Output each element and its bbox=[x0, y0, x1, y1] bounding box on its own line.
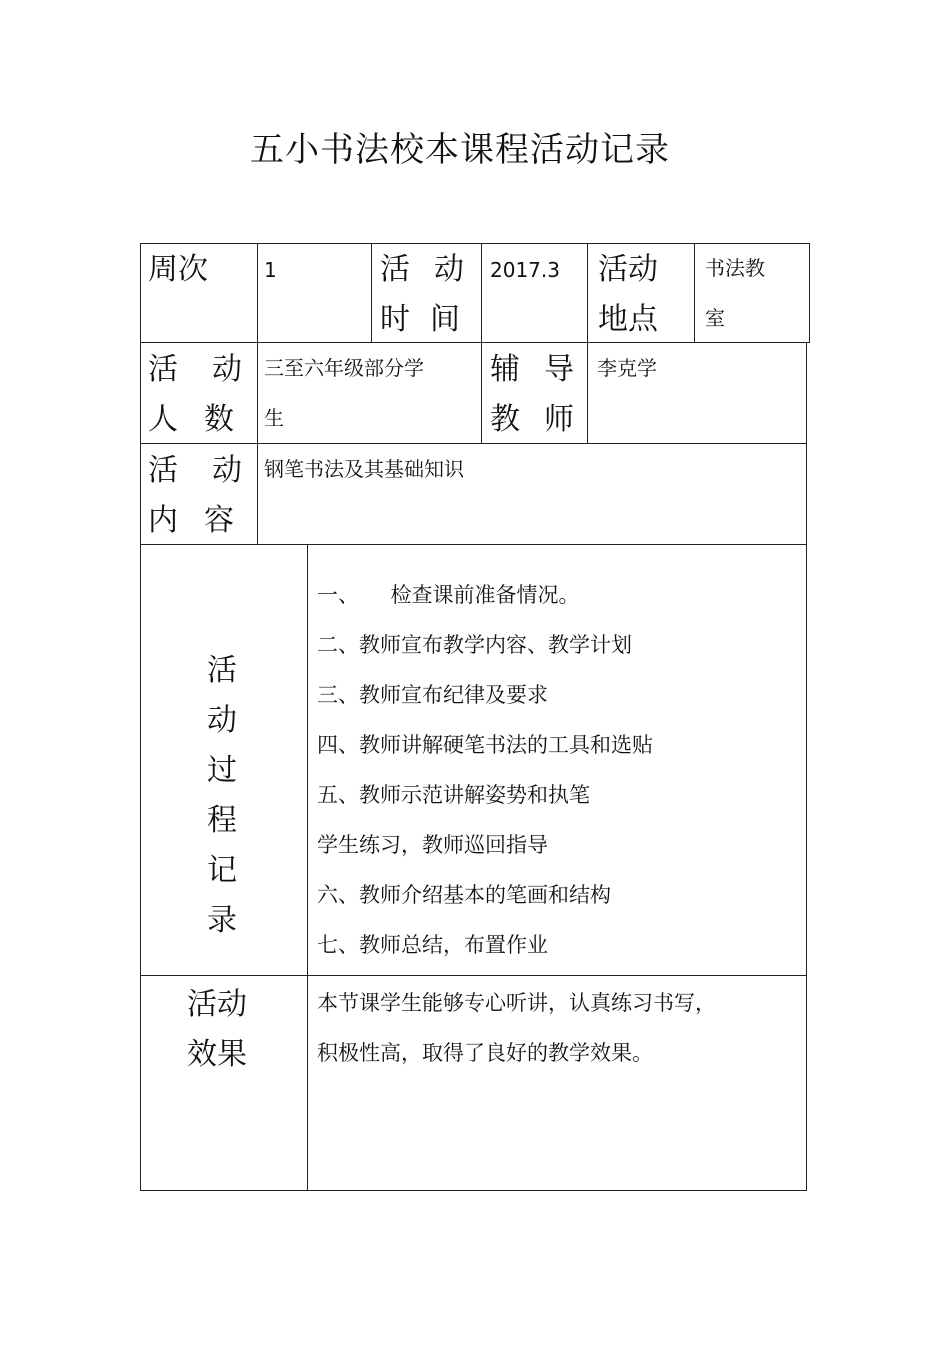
instructor-value: 李克学 bbox=[597, 356, 657, 380]
col-divider-c bbox=[481, 243, 482, 444]
participant-count-label: 活 动 人 数 bbox=[148, 352, 242, 437]
week-label: 周次 bbox=[148, 252, 208, 287]
participant-count-value: 三至六年级部分学 生 bbox=[264, 356, 424, 430]
activity-effect-label: 活动 效果 bbox=[187, 987, 247, 1072]
col-divider-e bbox=[694, 243, 695, 343]
list-item: 四、教师讲解硬笔书法的工具和选贴 bbox=[317, 733, 653, 757]
table-border-bottom bbox=[140, 1190, 807, 1191]
row-divider-4 bbox=[140, 975, 807, 976]
activity-effect-text: 本节课学生能够专心听讲，认真练习书写， 积极性高，取得了良好的教学效果。 bbox=[317, 991, 716, 1065]
document-title: 五小书法校本课程活动记录 bbox=[250, 130, 670, 170]
col-divider-f bbox=[307, 544, 308, 1191]
activity-place-label: 活动 地点 bbox=[598, 252, 658, 337]
activity-time-label: 活 动 时 间 bbox=[380, 252, 464, 337]
activity-time-value: 2017.3 bbox=[490, 258, 560, 282]
list-item: 七、教师总结，布置作业 bbox=[317, 933, 548, 957]
col-divider-d bbox=[587, 243, 588, 444]
week-value: 1 bbox=[264, 258, 277, 282]
col-divider-a bbox=[257, 243, 258, 545]
activity-content-value: 钢笔书法及其基础知识 bbox=[264, 457, 464, 481]
list-item: 六、教师介绍基本的笔画和结构 bbox=[317, 883, 611, 907]
activity-content-label: 活 动 内 容 bbox=[148, 453, 242, 538]
activity-record-table bbox=[140, 243, 810, 1193]
col-divider-b bbox=[371, 243, 372, 343]
process-record-label: 活 动 过 程 记 录 bbox=[207, 653, 237, 938]
instructor-label: 辅 导 教 师 bbox=[490, 352, 574, 437]
list-item: 一、 检查课前准备情况。 bbox=[317, 583, 580, 607]
activity-place-value: 书法教 室 bbox=[705, 256, 765, 330]
table-border-right-row1 bbox=[809, 243, 810, 343]
list-item: 五、教师示范讲解姿势和执笔 bbox=[317, 783, 590, 807]
list-item: 三、教师宣布纪律及要求 bbox=[317, 683, 548, 707]
process-record-list bbox=[317, 570, 653, 970]
list-item: 二、教师宣布教学内容、教学计划 bbox=[317, 633, 632, 657]
list-item: 学生练习，教师巡回指导 bbox=[317, 833, 548, 857]
table-border-right bbox=[806, 342, 807, 1191]
table-border-left bbox=[140, 243, 141, 1191]
